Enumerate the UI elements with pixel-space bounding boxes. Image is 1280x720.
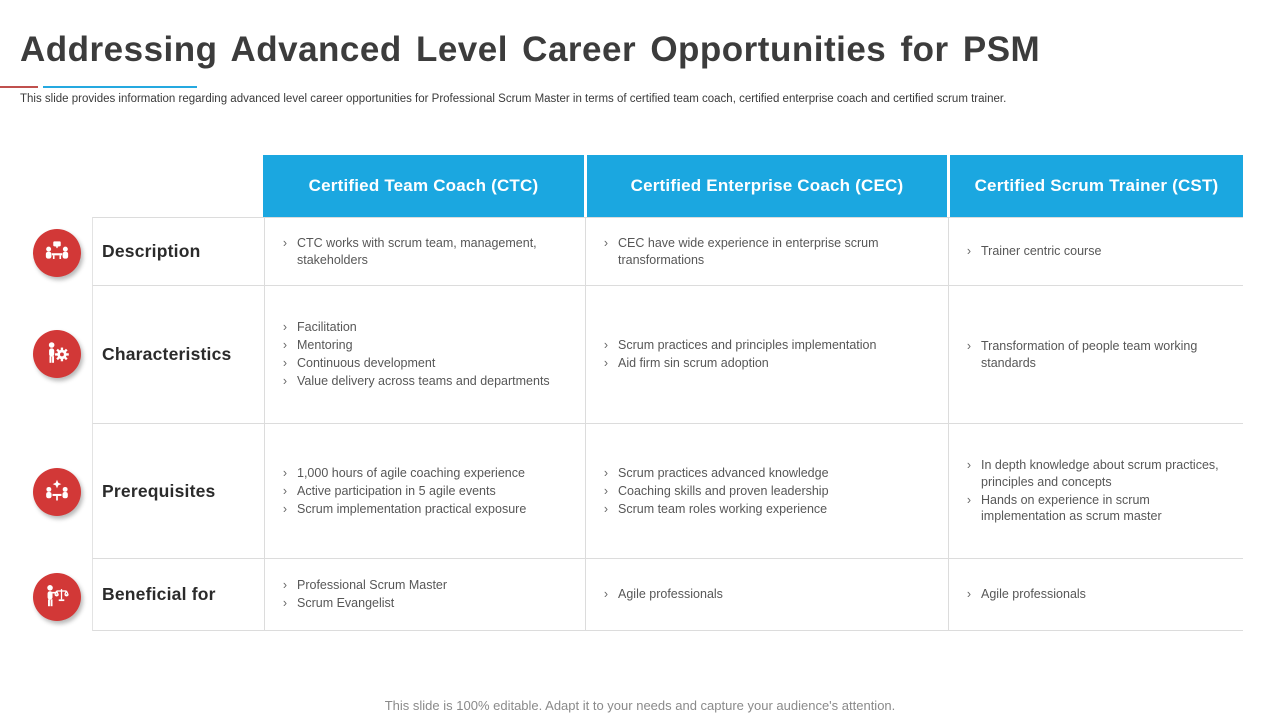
chevron-bullet: ›	[282, 596, 288, 611]
cell-description-ctc	[264, 218, 585, 285]
list-item: › Agile professionals	[957, 586, 1086, 603]
chevron-bullet: ›	[282, 374, 288, 389]
chevron-bullet: ›	[603, 465, 609, 480]
list-item: › In depth knowledge about scrum practices, principles and concepts	[957, 457, 1232, 490]
chevron-bullet: ›	[966, 492, 972, 507]
list-item: › 1,000 hours of agile coaching experience	[273, 465, 526, 482]
header-empty-cell	[92, 155, 263, 217]
row-label: Description	[102, 241, 201, 261]
table-row-description	[92, 217, 1243, 285]
row-label: Prerequisites	[102, 480, 216, 501]
chevron-bullet: ›	[603, 483, 609, 498]
cell-characteristics-ctc	[264, 286, 585, 423]
title-underline	[0, 86, 260, 88]
list-item: › Mentoring	[273, 337, 550, 354]
editable-note: This slide is 100% editable. Adapt it to your needs and capture your audience's attention.	[384, 698, 896, 713]
person-scales-icon	[33, 573, 81, 621]
page-title: Addressing Advanced Level Career Opportunities for PSM	[20, 30, 1041, 69]
list-item: › Scrum Evangelist	[273, 595, 447, 612]
person-gear-icon	[33, 330, 81, 378]
list-item: › Facilitation	[273, 319, 550, 336]
cell-prerequisites-cec	[585, 424, 948, 558]
table-header-row	[92, 155, 1243, 217]
header-cst: Certified Scrum Trainer (CST)	[947, 155, 1243, 217]
list-item: › Aid firm sin scrum adoption	[594, 355, 876, 372]
row-label: Characteristics	[102, 344, 232, 364]
chevron-bullet: ›	[282, 578, 288, 593]
cell-characteristics-cec	[585, 286, 948, 423]
chevron-bullet: ›	[966, 458, 972, 473]
table-row-beneficial-for	[92, 558, 1243, 631]
header-cec: Certified Enterprise Coach (CEC)	[584, 155, 947, 217]
chevron-bullet: ›	[282, 501, 288, 516]
list-item: › Hands on experience in scrum implementation as scrum master	[957, 492, 1232, 525]
chevron-bullet: ›	[966, 244, 972, 259]
title-underline-blue	[43, 86, 197, 88]
cell-prerequisites-cst	[948, 424, 1244, 558]
chevron-bullet: ›	[282, 338, 288, 353]
chevron-bullet: ›	[966, 587, 972, 602]
chevron-bullet: ›	[282, 483, 288, 498]
list-item: › Agile professionals	[594, 586, 723, 603]
chevron-bullet: ›	[282, 465, 288, 480]
list-item: › Scrum practices and principles implementation	[594, 337, 876, 354]
list-item: › Scrum team roles working experience	[594, 501, 829, 518]
list-item: › Value delivery across teams and departments	[273, 373, 550, 390]
list-item: › Professional Scrum Master	[273, 577, 447, 594]
chevron-bullet: ›	[603, 587, 609, 602]
title-underline-red	[0, 86, 38, 88]
table-row-prerequisites	[92, 423, 1243, 558]
cell-description-cec	[585, 218, 948, 285]
cell-characteristics-cst	[948, 286, 1244, 423]
list-item: › Continuous development	[273, 355, 550, 372]
table-row-characteristics	[92, 285, 1243, 423]
chevron-bullet: ›	[282, 356, 288, 371]
cell-beneficial-cst	[948, 559, 1244, 630]
slide-subtitle: This slide provides information regarding advanced level career opportunities for Professional Scrum Master in terms of certified team coach, certified enterprise coach and certified scrum trainer.	[20, 93, 1007, 105]
list-item: › CEC have wide experience in enterprise scrum transformations	[594, 235, 936, 268]
chevron-bullet: ›	[603, 236, 609, 250]
row-label: Beneficial for	[102, 584, 216, 604]
list-item: › Coaching skills and proven leadership	[594, 483, 829, 500]
list-item: › Scrum implementation practical exposure	[273, 501, 526, 518]
cell-description-cst	[948, 218, 1244, 285]
list-item: › Active participation in 5 agile events	[273, 483, 526, 500]
list-item: › CTC works with scrum team, management, stakeholders	[273, 235, 573, 268]
cell-beneficial-ctc	[264, 559, 585, 630]
chevron-bullet: ›	[603, 356, 609, 371]
chevron-bullet: ›	[966, 339, 972, 353]
cell-beneficial-cec	[585, 559, 948, 630]
chevron-bullet: ›	[603, 338, 609, 353]
header-ctc: Certified Team Coach (CTC)	[263, 155, 584, 217]
chevron-bullet: ›	[603, 501, 609, 516]
cell-prerequisites-ctc	[264, 424, 585, 558]
list-item: › Scrum practices advanced knowledge	[594, 465, 829, 482]
team-idea-icon	[33, 468, 81, 516]
list-item: › Transformation of people team working standards	[957, 338, 1232, 371]
chevron-bullet: ›	[282, 320, 288, 335]
comparison-table	[92, 155, 1243, 631]
chevron-bullet: ›	[282, 236, 288, 250]
list-item: › Trainer centric course	[957, 243, 1101, 260]
team-discussion-icon	[33, 229, 81, 277]
table-body	[92, 217, 1243, 631]
